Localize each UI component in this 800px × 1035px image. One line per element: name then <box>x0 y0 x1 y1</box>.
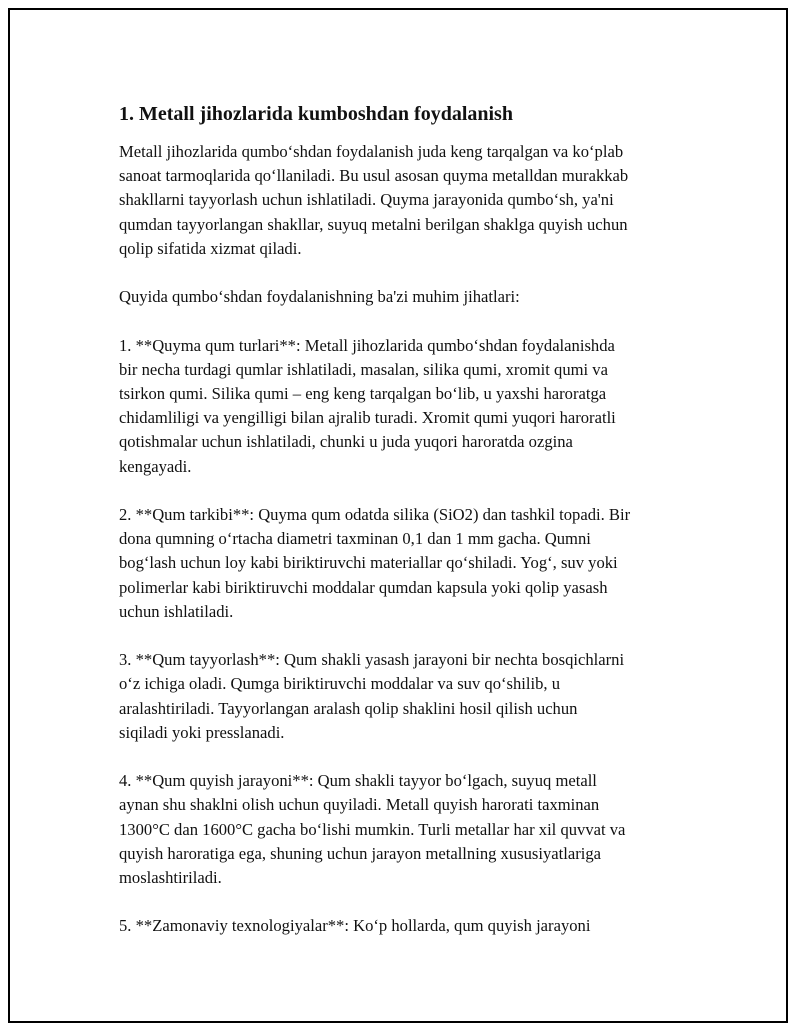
paragraph-item-3: 3. **Qum tayyorlash**: Qum shakli yasash jarayoni bir nechta bosqichlarni o‘z ichiga oladi. Qumga biriktiruvchi moddalar va suv qo‘shilib, u aralashtiriladi. Tayyorlangan aralash qolip shaklini hosil qilish uchun siqiladi yoki presslanadi. <box>119 650 625 742</box>
document-title: 1. Metall jihozlarida kumboshdan foydalanish <box>119 103 513 125</box>
paragraph-item-2: 2. **Qum tarkibi**: Quyma qum odatda silika (SiO2) dan tashkil topadi. Bir dona qumning o‘rtacha diametri taxminan 0,1 dan 1 mm gacha. Qumni bog‘lash uchun loy kabi biriktiruvchi materiallar qo‘shiladi. Yog‘, suv yoki polimerlar kabi biriktiruvchi moddalar qumdan kapsula yoki qolip yasash uchun ishlatiladi. <box>119 505 631 621</box>
paragraph-item-5: 5. **Zamonaviy texnologiyalar**: Ko‘p hollarda, qum quyish jarayoni <box>119 916 591 936</box>
paragraph-item-1: 1. **Quyma qum turlari**: Metall jihozlarida qumbo‘shdan foydalanishda bir necha turdagi qumlar ishlatiladi, masalan, silika qumi, xromit qumi va tsirkon qumi. Silika qumi – eng keng tarqalgan bo‘lib, u yaxshi haroratga chidamliligi va yengilligi bilan ajralib turadi. Xromit qumi yuqori haroratli qotishmalar uchun ishlatiladi, chunki u juda yuqori haroratda ozgina kengayadi. <box>119 335 616 476</box>
paragraph-item-4: 4. **Qum quyish jarayoni**: Qum shakli tayyor bo‘lgach, suyuq metall aynan shu shaklni olish uchun quyiladi. Metall quyish harorati taxminan 1300°C dan 1600°C gacha bo‘lishi mumkin. Turli metallar har xil quvvat va quyish haroratiga ega, shuning uchun jarayon metallning xususiyatlariga moslashtiriladi. <box>119 771 626 888</box>
document-body <box>119 100 699 963</box>
paragraph-intro: Metall jihozlarida qumbo‘shdan foydalanish juda keng tarqalgan va ko‘plab sanoat tarmoqlarida qo‘llaniladi. Bu usul asosan quyma metalldan murakkab shakllarni tayyorlash uchun ishlatiladi. Quyma jarayonida qumbo‘sh, ya'ni qumdan tayyorlangan shakllar, suyuq metalni berilgan shaklga quyish uchun qolip sifatida xizmat qiladi. <box>119 142 629 258</box>
paragraph-aspects-lead: Quyida qumbo‘shdan foydalanishning ba'zi muhim jihatlari: <box>119 287 520 307</box>
page-frame <box>8 8 788 1023</box>
